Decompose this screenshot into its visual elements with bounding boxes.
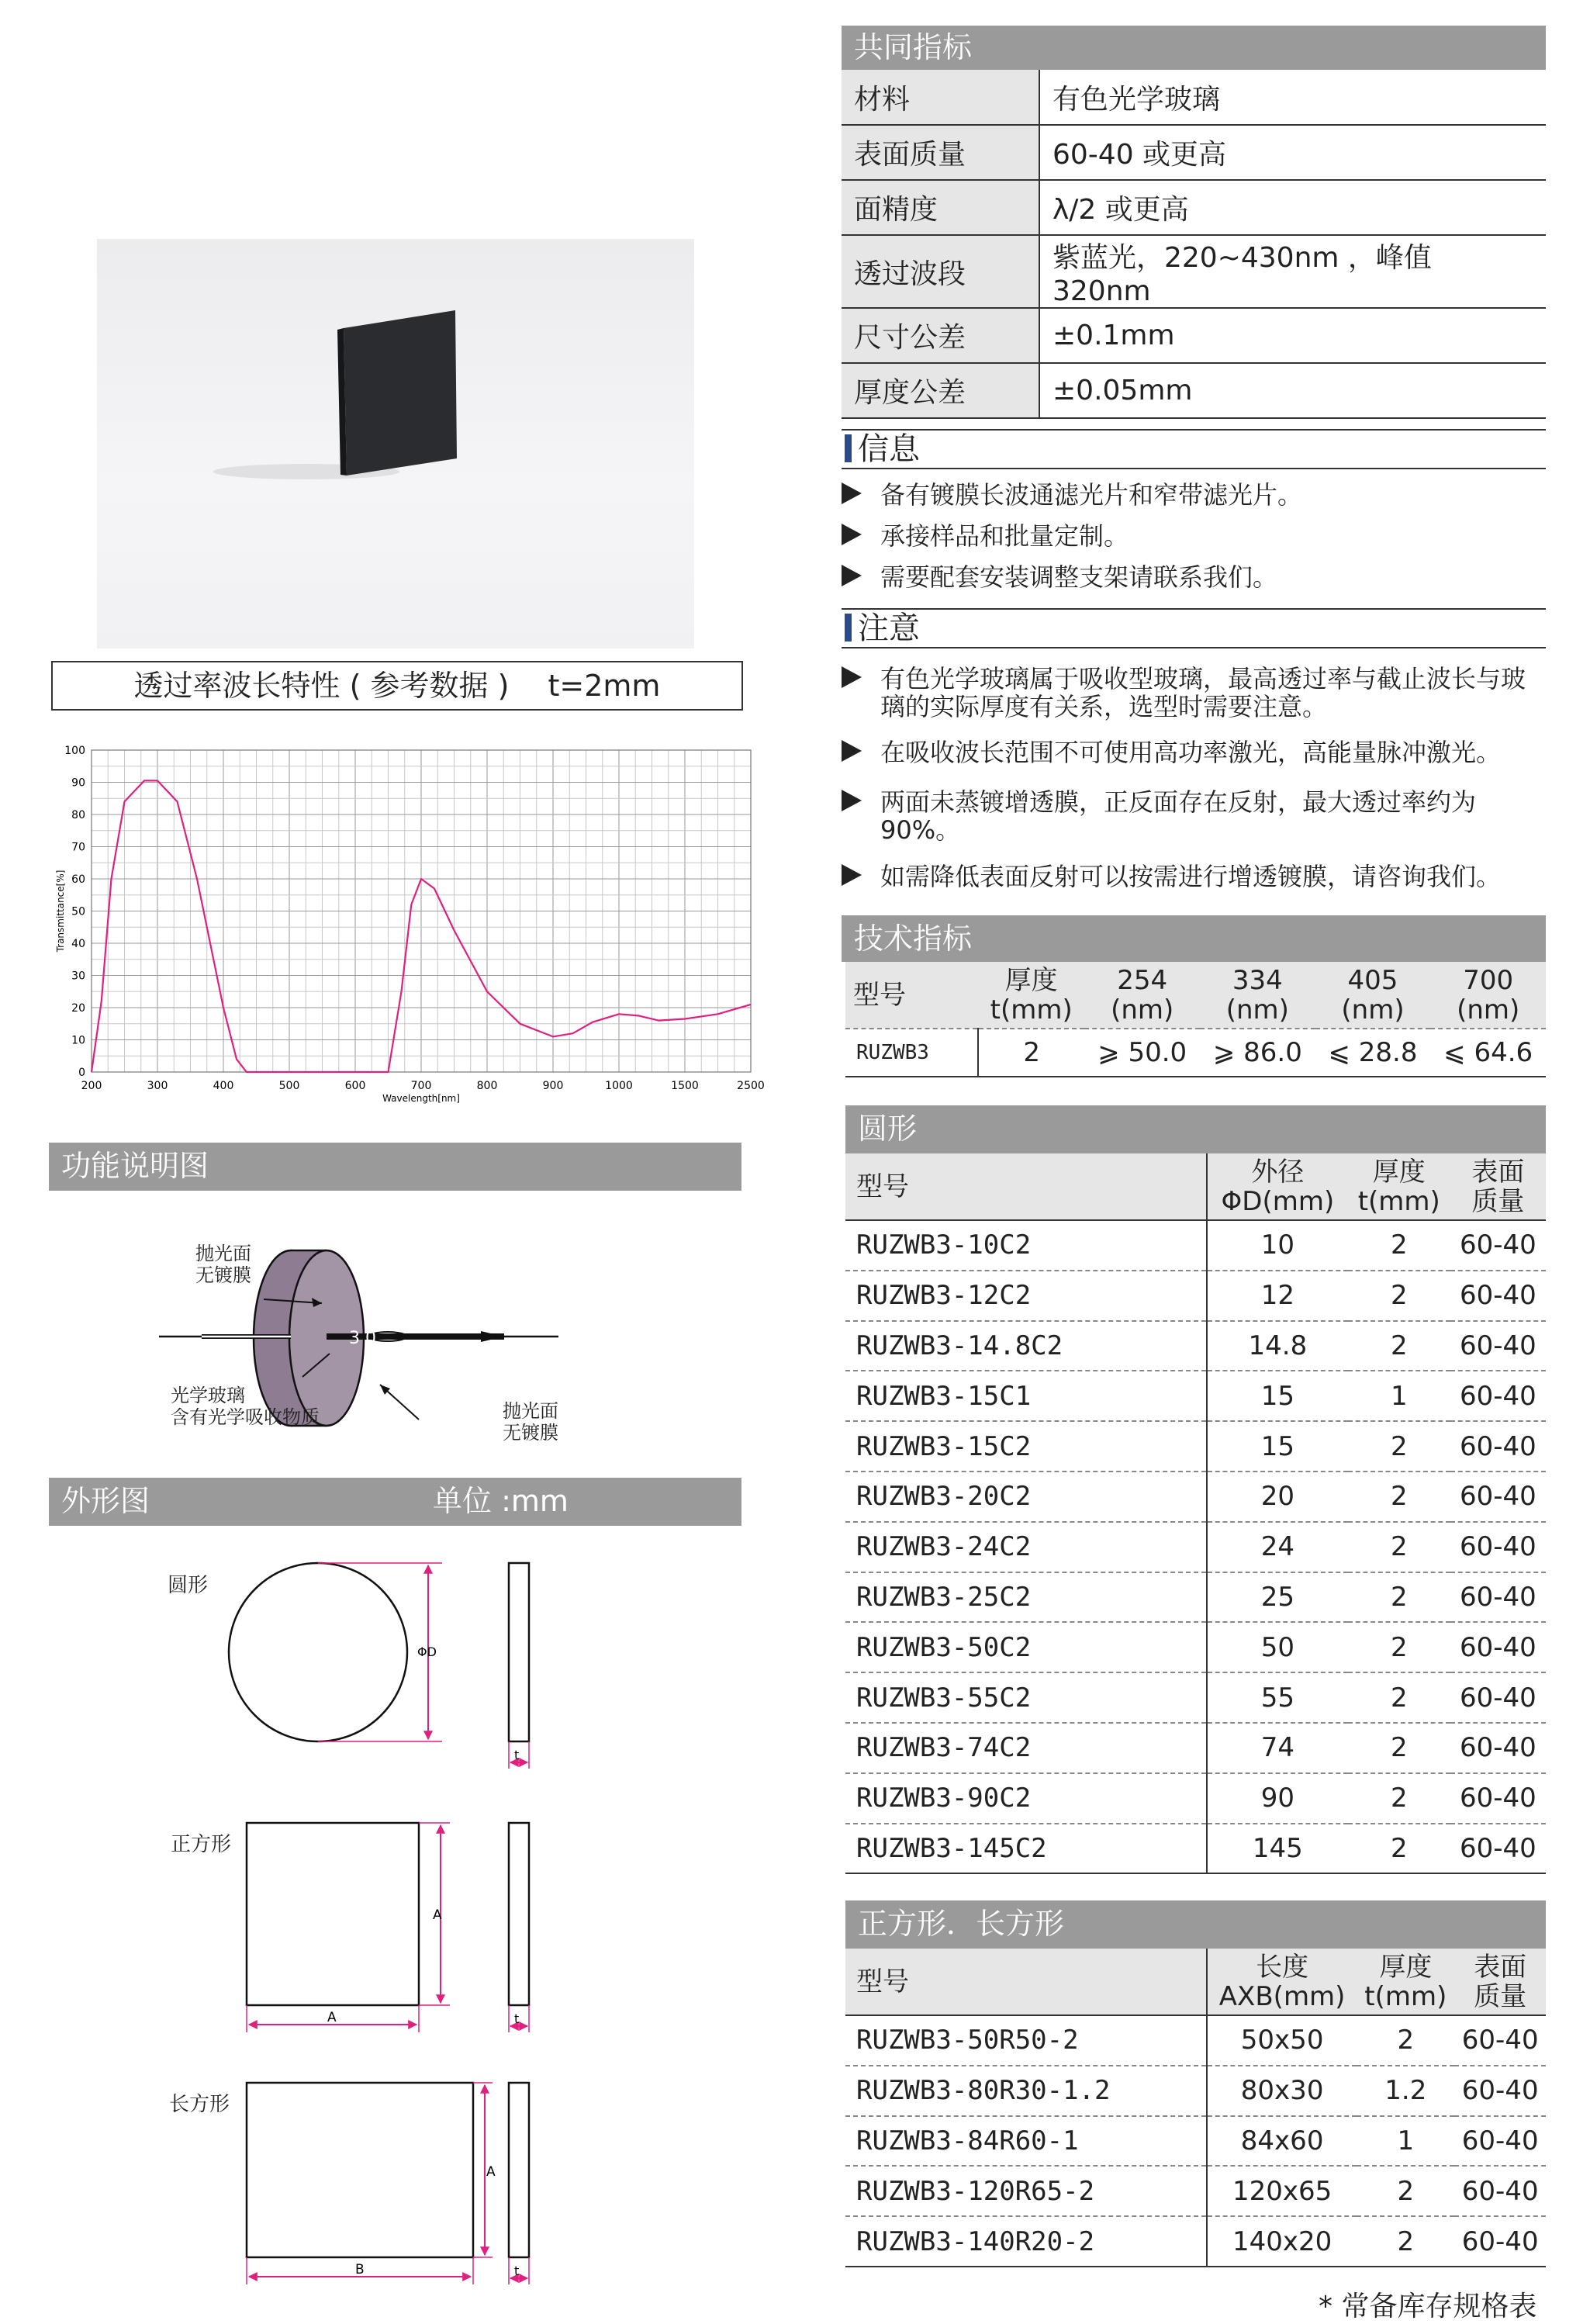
value-cell: 20 [1207, 1472, 1348, 1522]
svg-text:A: A [486, 2164, 496, 2180]
x-tick-label: 500 [278, 1080, 300, 1092]
y-axis-label: Transmittance[%] [55, 870, 66, 953]
model-cell: RUZWB3-80R30-1.2 [845, 2066, 1207, 2116]
value-cell: 2 [1348, 1220, 1450, 1271]
list-item: 如需降低表面反射可以按需进行增透镀膜，请咨询我们。 [842, 863, 1546, 891]
model-cell: RUZWB3-145C2 [845, 1824, 1207, 1874]
table-row [845, 1321, 1546, 1371]
y-tick-label: 80 [71, 809, 85, 821]
value-cell: 12 [1207, 1271, 1348, 1321]
bullet-icon [842, 565, 862, 586]
outline-drawings [225, 1551, 551, 2296]
list-item: 两面未蒸镀增透膜，正反面存在反射，最大透过率约为90%。 [842, 788, 1546, 844]
model-cell: RUZWB3-10C2 [845, 1220, 1207, 1271]
x-tick-label: 200 [81, 1080, 102, 1092]
model-cell: RUZWB3-50C2 [845, 1622, 1207, 1672]
value-cell: 60-40 [1450, 1220, 1546, 1271]
x-tick-label: 400 [213, 1080, 234, 1092]
svg-text:t: t [514, 2011, 520, 2026]
list-item: 承接样品和批量定制。 [842, 522, 1546, 550]
table-row [845, 1421, 1546, 1472]
value-cell: 2 [1348, 1522, 1450, 1572]
value-cell: 2 [1357, 2216, 1454, 2267]
value-cell: 25 [1207, 1572, 1348, 1623]
y-tick-label: 30 [71, 970, 85, 983]
table-row: 厚度公差 ±0.05mm [842, 363, 1546, 418]
value-cell: 2 [1348, 1622, 1450, 1672]
round-table: 型号 外径 ΦD(mm) 厚度 t(mm) 表面 质量 RUZWB3-10C2 10 2 60-40 RUZWB3-12C2 12 2 60-40 RUZWB3-14.8C2 14.8 2 60-40 RUZWB3-15C1 15 1 60-40 RUZWB3-15C2 15 2 60-40 RUZWB3-20C2 20 2 60-40 RUZWB3-24C2 24 2 60-40 RUZWB3-25C2 25 2 60-40 RUZWB3-50C2 50 2 60-40 RUZWB3-55C2 55 2 60-40 RUZWB3-74C2 74 2 60-40 RUZWB3-90C2 90 2 60-40 RUZWB3-145C2 145 2 60-40 [845, 1153, 1546, 1874]
svg-text:3 0: 3 0 [349, 1329, 376, 1348]
table-row [845, 1622, 1546, 1672]
unit-label: 单位 :mm [433, 1484, 569, 1518]
table-row: 表面质量 60-40 或更高 [842, 125, 1546, 180]
value-cell: 1 [1348, 1371, 1450, 1421]
bullet-icon [842, 524, 862, 545]
table-row [845, 1773, 1546, 1824]
table-row [845, 1522, 1546, 1572]
value-cell: 2 [1348, 1421, 1450, 1472]
value-cell: 10 [1207, 1220, 1348, 1271]
value-cell: 60-40 [1450, 1522, 1546, 1572]
label-polished-front: 抛光面 无镀膜 [195, 1243, 251, 1286]
tech-header: 技术指标 [842, 915, 1546, 962]
value-cell: 74 [1207, 1723, 1348, 1773]
table-row [845, 2166, 1546, 2216]
rect-table: 型号 长度 AXB(mm) 厚度 t(mm) 表面 质量 RUZWB3-50R50-2 50x50 2 60-40 RUZWB3-80R30-1.2 80x30 1.2 60-40 RUZWB3-84R60-1 84x60 1 60-40 RUZWB3-120R65-2 120x65 2 60-40 RUZWB3-140R20-2 140x20 2 60-40 [845, 1949, 1546, 2267]
svg-text:t: t [514, 1748, 520, 1762]
spec-table [842, 70, 1546, 419]
transmittance-chart [31, 733, 765, 1113]
label-optical-glass: 光学玻璃 含有光学吸收物质 [171, 1385, 320, 1428]
table-row [845, 1371, 1546, 1421]
y-tick-label: 70 [71, 841, 85, 854]
y-tick-label: 50 [71, 905, 85, 918]
list-item: 备有镀膜长波通滤光片和窄带滤光片。 [842, 481, 1546, 509]
value-cell: 60-40 [1450, 1672, 1546, 1723]
y-tick-label: 20 [71, 1002, 85, 1015]
table-row [845, 1672, 1546, 1723]
svg-text:A: A [433, 1907, 442, 1923]
value-cell: 2 [1348, 1572, 1450, 1623]
outline-header: 外形图 单位 :mm [49, 1478, 741, 1526]
value-cell: 60-40 [1450, 1371, 1546, 1421]
function-diagram-header: 功能说明图 [49, 1143, 741, 1191]
value-cell: 60-40 [1454, 2066, 1546, 2116]
list-item: 有色光学玻璃属于吸收型玻璃，最高透过率与截止波长与玻璃的实际厚度有关系，选型时需要注意。 [842, 665, 1546, 721]
value-cell: 90 [1207, 1773, 1348, 1824]
value-cell: 60-40 [1450, 1472, 1546, 1522]
value-cell: 2 [1348, 1824, 1450, 1874]
svg-text:ΦD: ΦD [417, 1644, 437, 1659]
value-cell: 60-40 [1450, 1321, 1546, 1371]
filter-glass-image [97, 239, 694, 648]
value-cell: 2 [1348, 1723, 1450, 1773]
label-rectangle: 长方形 [169, 2093, 230, 2116]
x-tick-label: 600 [344, 1080, 366, 1092]
svg-text:t: t [514, 2263, 520, 2278]
value-cell: 15 [1207, 1421, 1348, 1472]
value-cell: 1.2 [1357, 2066, 1454, 2116]
value-cell: 14.8 [1207, 1321, 1348, 1371]
value-cell: 2 [1348, 1472, 1450, 1522]
model-cell: RUZWB3-25C2 [845, 1572, 1207, 1623]
value-cell: 60-40 [1450, 1773, 1546, 1824]
y-tick-label: 10 [71, 1034, 85, 1047]
model-cell: RUZWB3-50R50-2 [845, 2015, 1207, 2066]
value-cell: 2 [1357, 2015, 1454, 2066]
model-cell: RUZWB3-14.8C2 [845, 1321, 1207, 1371]
table-row: 材料 有色光学玻璃 [842, 70, 1546, 125]
rect-header: 正方形．长方形 [845, 1900, 1546, 1949]
model-cell: RUZWB3-15C2 [845, 1421, 1207, 1472]
svg-text:A: A [327, 2010, 337, 2025]
value-cell: 2 [1348, 1672, 1450, 1723]
model-cell: RUZWB3-20C2 [845, 1472, 1207, 1522]
value-cell: 80x30 [1207, 2066, 1357, 2116]
model-cell: RUZWB3-90C2 [845, 1773, 1207, 1824]
value-cell: 60-40 [1450, 1271, 1546, 1321]
table-row [845, 1220, 1546, 1271]
x-tick-label: 2500 [737, 1080, 765, 1092]
label-circle: 圆形 [168, 1574, 209, 1597]
value-cell: 2 [1348, 1321, 1450, 1371]
value-cell: 50x50 [1207, 2015, 1357, 2066]
table-row [845, 1472, 1546, 1522]
value-cell: 24 [1207, 1522, 1348, 1572]
table-row: 透过波段 紫蓝光，220~430nm ，峰值 320nm [842, 235, 1546, 308]
value-cell: 2 [1357, 2166, 1454, 2216]
tech-table: 型号 厚度 t(mm) 254 (nm) 334 (nm) 405 (nm) 700 (nm) RUZWB3 2 ⩾ 50.0 ⩾ 86.0 ⩽ 28.8 ⩽ 64.6 [845, 962, 1546, 1077]
x-tick-label: 800 [476, 1080, 498, 1092]
y-tick-label: 100 [64, 745, 85, 757]
info-header: 信息 [842, 429, 1546, 469]
value-cell: 55 [1207, 1672, 1348, 1723]
model-cell: RUZWB3-55C2 [845, 1672, 1207, 1723]
bullet-icon [842, 790, 862, 811]
value-cell: 1 [1357, 2116, 1454, 2167]
bullet-icon [842, 864, 862, 886]
table-row [845, 2116, 1546, 2167]
table-row [845, 1723, 1546, 1773]
value-cell: 84x60 [1207, 2116, 1357, 2167]
x-tick-label: 900 [542, 1080, 564, 1092]
list-item: 在吸收波长范围不可使用高功率激光，高能量脉冲激光。 [842, 738, 1546, 766]
model-cell: RUZWB3-120R65-2 [845, 2166, 1207, 2216]
product-photo [97, 239, 694, 648]
value-cell: 145 [1207, 1824, 1348, 1874]
x-tick-label: 1000 [605, 1080, 633, 1092]
table-row [845, 1271, 1546, 1321]
table-row: RUZWB3 2 ⩾ 50.0 ⩾ 86.0 ⩽ 28.8 ⩽ 64.6 [845, 1029, 1546, 1077]
value-cell: 60-40 [1450, 1824, 1546, 1874]
y-tick-label: 90 [71, 776, 85, 790]
value-cell: 60-40 [1454, 2166, 1546, 2216]
value-cell: 2 [1348, 1271, 1450, 1321]
value-cell: 15 [1207, 1371, 1348, 1421]
x-tick-label: 1500 [671, 1080, 699, 1092]
x-tick-label: 300 [147, 1080, 168, 1092]
table-row: 尺寸公差 ±0.1mm [842, 308, 1546, 363]
x-axis-label: Wavelength[nm] [382, 1093, 460, 1104]
table-row [845, 2216, 1546, 2267]
label-polished-back: 抛光面 无镀膜 [503, 1400, 558, 1444]
value-cell: 120x65 [1207, 2166, 1357, 2216]
model-cell: RUZWB3-24C2 [845, 1522, 1207, 1572]
table-row [845, 2015, 1546, 2066]
table-row [845, 1824, 1546, 1874]
y-tick-label: 0 [78, 1067, 85, 1079]
y-tick-label: 40 [71, 938, 85, 950]
value-cell: 60-40 [1450, 1723, 1546, 1773]
spec-header: 共同指标 [842, 26, 1546, 70]
table-row [845, 1572, 1546, 1623]
model-cell: RUZWB3-140R20-2 [845, 2216, 1207, 2267]
value-cell: 2 [1348, 1773, 1450, 1824]
table-row [845, 2066, 1546, 2116]
svg-text:B: B [355, 2262, 365, 2277]
chart-title: 透过率波长特性 ( 参考数据 ) t=2mm [51, 661, 743, 711]
y-tick-label: 60 [71, 873, 85, 886]
model-cell: RUZWB3-74C2 [845, 1723, 1207, 1773]
value-cell: 60-40 [1450, 1572, 1546, 1623]
bullet-icon [842, 666, 862, 688]
notes-header: 注意 [842, 608, 1546, 648]
model-cell: RUZWB3-84R60-1 [845, 2116, 1207, 2167]
model-cell: RUZWB3-15C1 [845, 1371, 1207, 1421]
x-tick-label: 700 [410, 1080, 432, 1092]
label-square: 正方形 [171, 1833, 232, 1856]
round-header: 圆形 [845, 1105, 1546, 1153]
bullet-icon [842, 482, 862, 504]
value-cell: 140x20 [1207, 2216, 1357, 2267]
footnote: * 常备库存规格表 [1319, 2291, 1537, 2322]
value-cell: 60-40 [1450, 1421, 1546, 1472]
value-cell: 60-40 [1450, 1622, 1546, 1672]
model-cell: RUZWB3-12C2 [845, 1271, 1207, 1321]
value-cell: 60-40 [1454, 2216, 1546, 2267]
list-item: 需要配套安装调整支架请联系我们。 [842, 563, 1546, 591]
value-cell: 50 [1207, 1622, 1348, 1672]
value-cell: 60-40 [1454, 2015, 1546, 2066]
bullet-icon [842, 740, 862, 762]
table-row: 面精度 λ/2 或更高 [842, 180, 1546, 235]
value-cell: 60-40 [1454, 2116, 1546, 2167]
